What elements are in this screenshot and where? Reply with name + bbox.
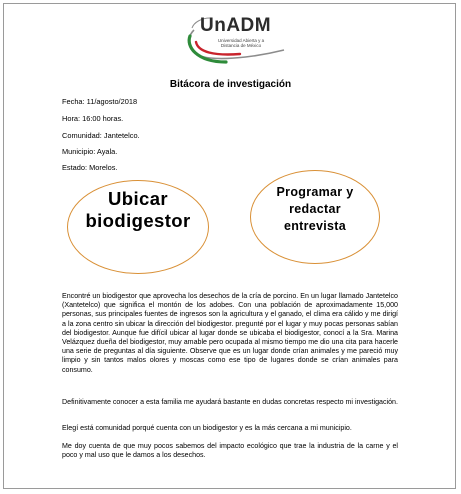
field-community: Comunidad: Jantetelco.	[62, 131, 140, 140]
field-time: Hora: 16:00 horas.	[62, 114, 124, 123]
document-title: Bitácora de investigación	[169, 79, 292, 90]
paragraph-impact: Me doy cuenta de que muy pocos sabemos del impacto ecológico que trae la industria de la carne y el poco y mal uso que le damos a los desechos.	[62, 442, 398, 460]
logo-subtitle: Universidad Abierta y a Distancia de México	[217, 38, 265, 48]
paragraph-findings: Encontré un biodigestor que aprovecha los desechos de la cría de porcino. En un lugar llamado Jantetelco (Xantetelco) que significa el montón de los adobes. Con una población de aproximadamente 15,000 personas, sus principales fuentes de ingresos son la agricultura y el ganado, el clima era cálido y me dirigí a la zona centro sin ubicar la dirección del biodigestor. pregunté por el lugar y muy pocas personas sabían del biodigestor. Aunque fue difícil ubicar al lugar donde se ubicaba el biodigestor, conocí a la Sra. Marina Velázquez dueña del biodigestor, muy amable pero ocupada al mismo tiempo me dio una cita para hacerle una serie de preguntas al día siguiente. Observe que es un lugar donde crían animales y me pareció muy limpio y sin tantos malos olores y moscas como ese tipo de lugares donde se crían animales para consumo.	[62, 292, 398, 374]
field-state: Estado: Morelos.	[62, 163, 118, 172]
bubble-plan-text	[250, 184, 380, 235]
bubble-locate-line2: biodigestor	[85, 210, 191, 231]
field-date: Fecha: 11/agosto/2018	[62, 97, 138, 106]
bubble-plan-line1: Programar y	[276, 185, 354, 199]
bubble-locate-text	[67, 188, 209, 232]
paragraph-reason: Elegí está comunidad porqué cuenta con un biodigestor y es la más cercana a mi municipio.	[62, 424, 352, 432]
logo-name: UnADM	[200, 15, 272, 36]
document-page	[3, 3, 456, 489]
bubble-locate-line1: Ubicar	[108, 188, 168, 209]
unadm-logo	[180, 12, 290, 68]
field-municipality: Municipio: Ayala.	[62, 147, 118, 156]
bubble-plan-line3: entrevista	[283, 219, 347, 233]
paragraph-conclusion: Definitivamente conocer a esta familia me ayudará bastante en dudas concretas respecto mi investigación.	[62, 398, 398, 406]
bubble-plan-line2: redactar	[289, 202, 341, 216]
